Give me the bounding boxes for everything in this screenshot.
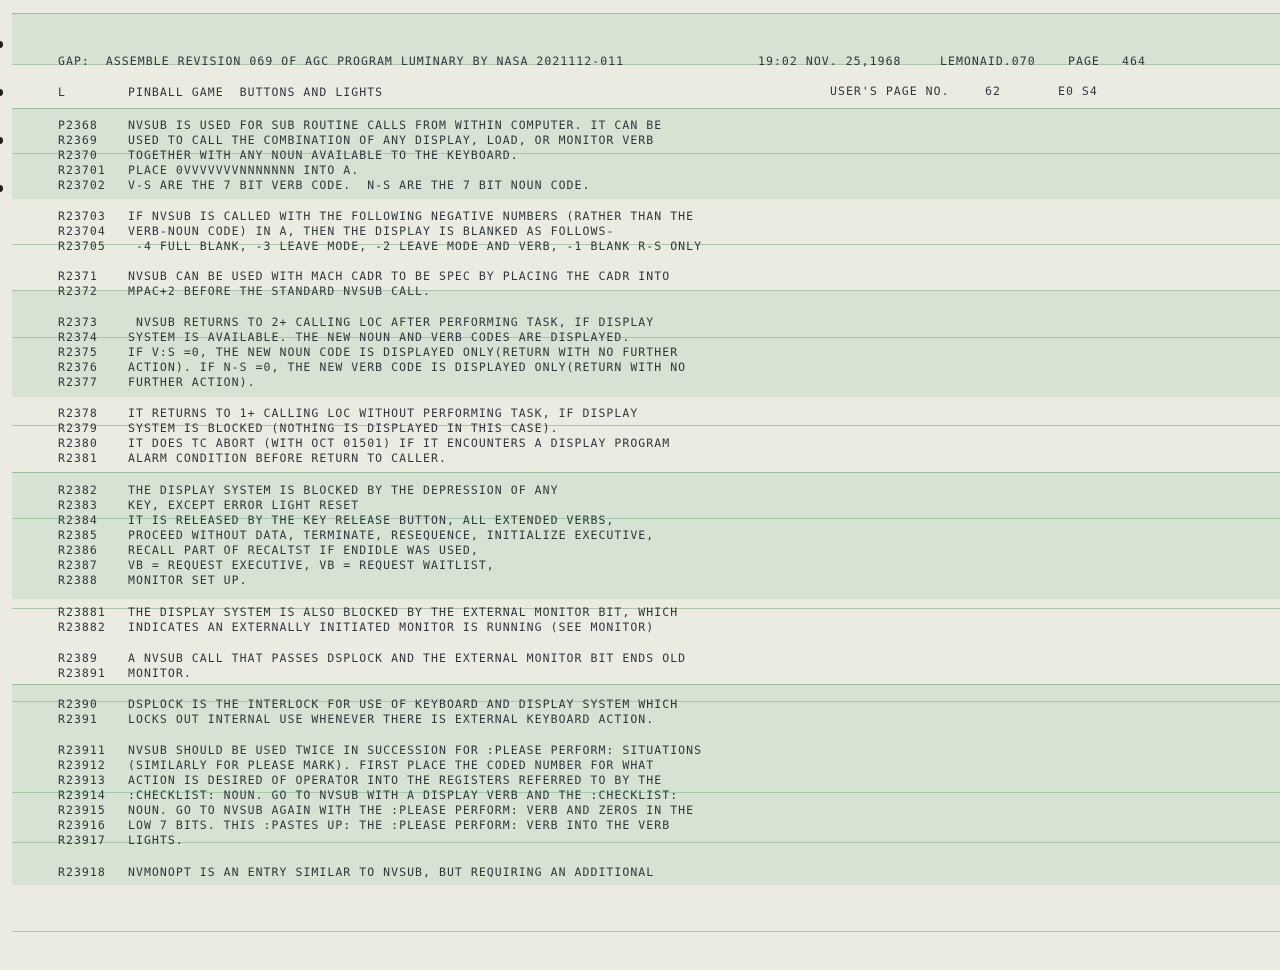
- feed-hole: [0, 89, 3, 96]
- line-text: FURTHER ACTION).: [128, 375, 256, 389]
- line-text: IF V:S =0, THE NEW NOUN CODE IS DISPLAYED ONLY(RETURN WITH NO FURTHER: [128, 345, 679, 359]
- line-text: LOW 7 BITS. THIS :PASTES UP: THE :PLEASE PERFORM: VERB INTO THE VERB: [128, 818, 671, 832]
- line-text: VB = REQUEST EXECUTIVE, VB = REQUEST WAITLIST,: [128, 558, 495, 572]
- line-text: IT DOES TC ABORT (WITH OCT 01501) IF IT ENCOUNTERS A DISPLAY PROGRAM: [128, 436, 671, 450]
- line-text: :CHECKLIST: NOUN. GO TO NVSUB WITH A DISPLAY VERB AND THE :CHECKLIST:: [128, 788, 679, 802]
- line-label: R2388: [58, 573, 98, 587]
- line-text: SYSTEM IS BLOCKED (NOTHING IS DISPLAYED IN THIS CASE).: [128, 421, 559, 435]
- line-label: R23882: [58, 620, 106, 634]
- line-label: R23881: [58, 605, 106, 619]
- feed-hole: [0, 41, 3, 48]
- line-text: (SIMILARLY FOR PLEASE MARK). FIRST PLACE THE CODED NUMBER FOR WHAT: [128, 758, 655, 772]
- line-label: R2377: [58, 375, 98, 389]
- line-text: MONITOR SET UP.: [128, 573, 248, 587]
- line-label: R2369: [58, 133, 98, 147]
- line-text: NOUN. GO TO NVSUB AGAIN WITH THE :PLEASE PERFORM: VERB AND ZEROS IN THE: [128, 803, 695, 817]
- line-label: R2375: [58, 345, 98, 359]
- line-text: NVSUB CAN BE USED WITH MACH CADR TO BE SPEC BY PLACING THE CADR INTO: [128, 269, 671, 283]
- line-label: R2382: [58, 483, 98, 497]
- line-label: R2387: [58, 558, 98, 572]
- line-label: R23701: [58, 163, 106, 177]
- line-text: TOGETHER WITH ANY NOUN AVAILABLE TO THE KEYBOARD.: [128, 148, 519, 162]
- line-text: DSPLOCK IS THE INTERLOCK FOR USE OF KEYBOARD AND DISPLAY SYSTEM WHICH: [128, 697, 679, 711]
- line-text: MONITOR.: [128, 666, 192, 680]
- paper-rule: [12, 931, 1280, 932]
- line-text: KEY, EXCEPT ERROR LIGHT RESET: [128, 498, 360, 512]
- line-text: IT IS RELEASED BY THE KEY RELEASE BUTTON, ALL EXTENDED VERBS,: [128, 513, 615, 527]
- line-label: R23911: [58, 743, 106, 757]
- feed-hole: [0, 185, 3, 192]
- line-text: IT RETURNS TO 1+ CALLING LOC WITHOUT PERFORMING TASK, IF DISPLAY: [128, 406, 639, 420]
- line-text: NVSUB IS USED FOR SUB ROUTINE CALLS FROM WITHIN COMPUTER. IT CAN BE: [128, 118, 663, 132]
- line-label: R2374: [58, 330, 98, 344]
- header-lemonaid: LEMONAID.070: [940, 54, 1036, 68]
- line-text: RECALL PART OF RECALTST IF ENDIDLE WAS USED,: [128, 543, 479, 557]
- line-text: THE DISPLAY SYSTEM IS BLOCKED BY THE DEPRESSION OF ANY: [128, 483, 559, 497]
- line-label: R2385: [58, 528, 98, 542]
- line-label: R2378: [58, 406, 98, 420]
- header-title: GAP: ASSEMBLE REVISION 069 OF AGC PROGRAM LUMINARY BY NASA 2021112-011: [58, 54, 625, 68]
- line-label: R23914: [58, 788, 106, 802]
- line-label: R23705: [58, 239, 106, 253]
- line-label: R2381: [58, 451, 98, 465]
- line-text: V-S ARE THE 7 BIT VERB CODE. N-S ARE THE 7 BIT NOUN CODE.: [128, 178, 591, 192]
- line-label: R23916: [58, 818, 106, 832]
- line-label: R2384: [58, 513, 98, 527]
- line-label: R23915: [58, 803, 106, 817]
- line-text: NVSUB SHOULD BE USED TWICE IN SUCCESSION FOR :PLEASE PERFORM: SITUATIONS: [128, 743, 703, 757]
- line-text: SYSTEM IS AVAILABLE. THE NEW NOUN AND VERB CODES ARE DISPLAYED.: [128, 330, 631, 344]
- line-label: R2373: [58, 315, 98, 329]
- user-page-number: 62: [985, 84, 1001, 98]
- paper-rule: [12, 842, 1280, 843]
- line-text: LIGHTS.: [128, 833, 184, 847]
- line-text: ACTION). IF N-S =0, THE NEW VERB CODE IS DISPLAYED ONLY(RETURN WITH NO: [128, 360, 687, 374]
- subheader-mark: L: [58, 85, 66, 99]
- subheader-section: PINBALL GAME BUTTONS AND LIGHTS: [128, 85, 384, 99]
- header-timestamp: 19:02 NOV. 25,1968: [758, 54, 902, 68]
- line-label: R2380: [58, 436, 98, 450]
- line-text: -4 FULL BLANK, -3 LEAVE MODE, -2 LEAVE MODE AND VERB, -1 BLANK R-S ONLY: [128, 239, 703, 253]
- line-label: R23917: [58, 833, 106, 847]
- line-text: NVMONOPT IS AN ENTRY SIMILAR TO NVSUB, BUT REQUIRING AN ADDITIONAL: [128, 865, 655, 879]
- line-text: ALARM CONDITION BEFORE RETURN TO CALLER.: [128, 451, 447, 465]
- user-page-label: USER'S PAGE NO.: [830, 84, 950, 98]
- line-label: R23703: [58, 209, 106, 223]
- line-text: VERB-NOUN CODE) IN A, THEN THE DISPLAY IS BLANKED AS FOLLOWS-: [128, 224, 615, 238]
- header-page-number: 464: [1122, 54, 1146, 68]
- line-label: R2371: [58, 269, 98, 283]
- line-label: R23912: [58, 758, 106, 772]
- line-label: R2386: [58, 543, 98, 557]
- feed-hole: [0, 137, 3, 144]
- line-label: R2391: [58, 712, 98, 726]
- line-label: R2379: [58, 421, 98, 435]
- line-text: INDICATES AN EXTERNALLY INITIATED MONITOR IS RUNNING (SEE MONITOR): [128, 620, 655, 634]
- line-text: PROCEED WITHOUT DATA, TERMINATE, RESEQUENCE, INITIALIZE EXECUTIVE,: [128, 528, 655, 542]
- line-text: NVSUB RETURNS TO 2+ CALLING LOC AFTER PERFORMING TASK, IF DISPLAY: [128, 315, 655, 329]
- line-label: R23918: [58, 865, 106, 879]
- line-text: PLACE 0VVVVVVVNNNNNNN INTO A.: [128, 163, 360, 177]
- tractor-feed-holes: [0, 0, 6, 970]
- line-text: USED TO CALL THE COMBINATION OF ANY DISPLAY, LOAD, OR MONITOR VERB: [128, 133, 655, 147]
- line-label: R2383: [58, 498, 98, 512]
- line-text: MPAC+2 BEFORE THE STANDARD NVSUB CALL.: [128, 284, 431, 298]
- line-label: R23704: [58, 224, 106, 238]
- line-label: R23913: [58, 773, 106, 787]
- line-text: ACTION IS DESIRED OF OPERATOR INTO THE REGISTERS REFERRED TO BY THE: [128, 773, 663, 787]
- line-label: R2389: [58, 651, 98, 665]
- line-text: LOCKS OUT INTERNAL USE WHENEVER THERE IS EXTERNAL KEYBOARD ACTION.: [128, 712, 655, 726]
- line-label: R2376: [58, 360, 98, 374]
- eo-code: E0 S4: [1058, 84, 1098, 98]
- line-text: THE DISPLAY SYSTEM IS ALSO BLOCKED BY THE EXTERNAL MONITOR BIT, WHICH: [128, 605, 679, 619]
- line-label: R2372: [58, 284, 98, 298]
- line-text: IF NVSUB IS CALLED WITH THE FOLLOWING NEGATIVE NUMBERS (RATHER THAN THE: [128, 209, 695, 223]
- line-label: P2368: [58, 118, 98, 132]
- line-label: R23891: [58, 666, 106, 680]
- line-label: R23702: [58, 178, 106, 192]
- line-label: R2370: [58, 148, 98, 162]
- line-label: R2390: [58, 697, 98, 711]
- header-page-label: PAGE: [1068, 54, 1100, 68]
- line-text: A NVSUB CALL THAT PASSES DSPLOCK AND THE EXTERNAL MONITOR BIT ENDS OLD: [128, 651, 687, 665]
